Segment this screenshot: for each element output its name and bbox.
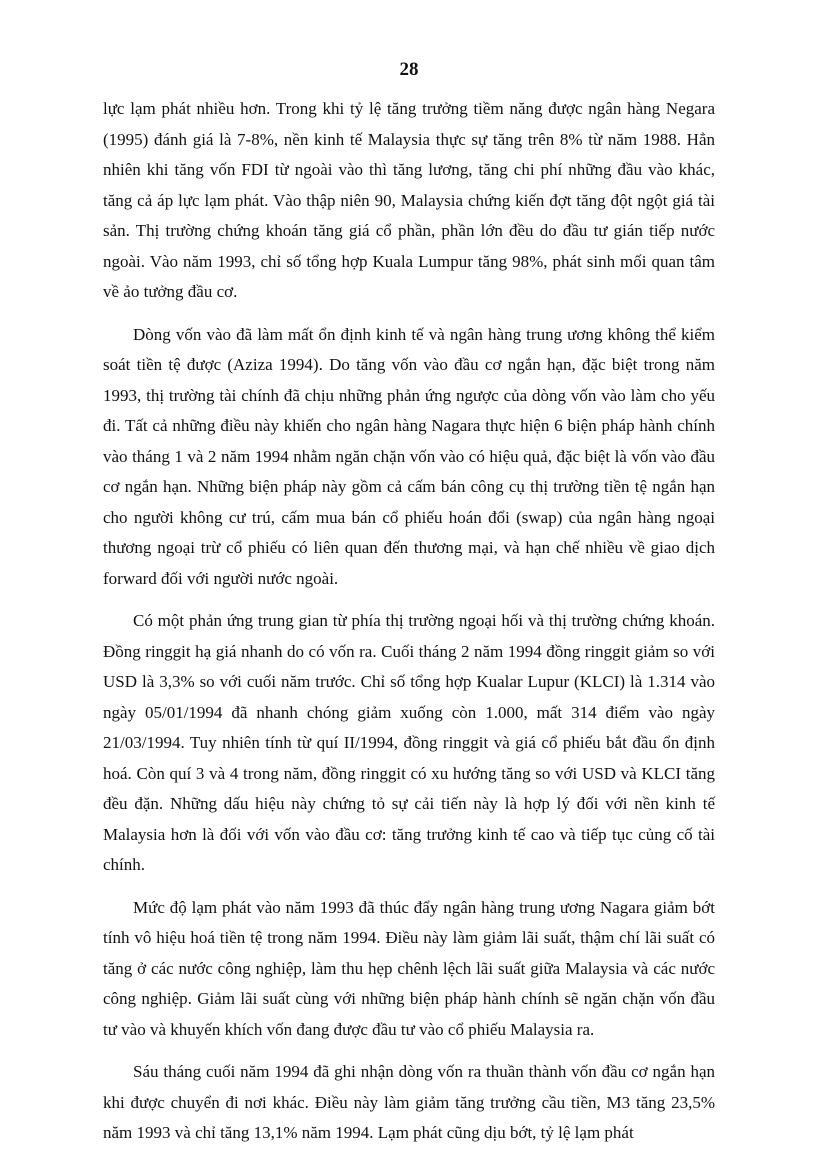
paragraph-4: Mức độ lạm phát vào năm 1993 đã thúc đẩy ngân hàng trung ương Nagara giảm bớt tính vô hiệu hoá tiền tệ trong năm 1994. Điều này làm giảm lãi suất, thậm chí lãi suất có tăng ở các nước công nghiệp, làm thu hẹp chênh lệch lãi suất giữa Malaysia và các nước công nghiệp. Giảm lãi suất cùng với những biện pháp hành chính sẽ ngăn chặn vốn đầu tư vào và khuyến khích vốn đang được đầu tư vào cổ phiếu Malaysia ra. [103, 897, 715, 1039]
page-number: 28 [399, 59, 419, 80]
paragraph-5: Sáu tháng cuối năm 1994 đã ghi nhận dòng vốn ra thuần thành vốn đầu cơ ngắn hạn khi được chuyển đi nơi khác. Điều này làm giảm tăng trưởng cầu tiền, M3 tăng 23,5% năm 1993 và chỉ tăng 13,1% năm 1994. Lạm phát cũng dịu bớt, tỷ lệ lạm phát [103, 1062, 715, 1142]
document-page [103, 58, 715, 1161]
paragraph-2: Dòng vốn vào đã làm mất ổn định kinh tế và ngân hàng trung ương không thể kiểm soát tiền tệ được (Aziza 1994). Do tăng vốn vào đầu cơ ngắn hạn, đặc biệt trong năm 1993, thị trường tài chính đã chịu những phản ứng ngược của dòng vốn vào làm cho yếu đi. Tất cả những điều này khiến cho ngân hàng Nagara thực hiện 6 biện pháp hành chính vào tháng 1 và 2 năm 1994 nhằm ngăn chặn vốn vào có hiệu quả, đặc biệt là vốn vào đầu cơ ngắn hạn. Những biện pháp này gồm cả cấm bán công cụ thị trường tiền tệ ngắn hạn cho người không cư trú, cấm mua bán cổ phiếu hoán đổi (swap) của ngân hàng ngoại thương ngoại trừ cổ phiếu có liên quan đến thương mại, và hạn chế nhiều về giao dịch forward đối với người nước ngoài. [103, 324, 715, 588]
paragraph-3: Có một phản ứng trung gian từ phía thị trường ngoại hối và thị trường chứng khoán. Đồng ringgit hạ giá nhanh do có vốn ra. Cuối tháng 2 năm 1994 đồng ringgit giảm so với USD là 3,3% so với cuối năm trước. Chỉ số tổng hợp Kualar Lupur (KLCI) là 1.314 vào ngày 05/01/1994 đã nhanh chóng giảm xuống còn 1.000, mất 314 điểm vào ngày 21/03/1994. Tuy nhiên tính từ quí II/1994, đồng ringgit và giá cổ phiếu bắt đầu ổn định hoá. Còn quí 3 và 4 trong năm, đồng ringgit có xu hướng tăng so với USD và KLCI tăng đều đặn. Những dấu hiệu này chứng tỏ sự cải tiến này là hợp lý đối với nền kinh tế Malaysia hơn là đối với vốn vào đầu cơ: tăng trưởng kinh tế cao và tiếp tục củng cố tài chính. [103, 611, 715, 874]
paragraph-1: lực lạm phát nhiều hơn. Trong khi tỷ lệ tăng trưởng tiềm năng được ngân hàng Negara (1995) đánh giá là 7-8%, nền kinh tế Malaysia thực sự tăng trên 8% từ năm 1988. Hẳn nhiên khi tăng vốn FDI từ ngoài vào thì tăng lương, tăng chi phí những đầu vào khác, tăng cả áp lực lạm phát. Vào thập niên 90, Malaysia chứng kiến đợt tăng đột ngột giá tài sản. Thị trường chứng khoán tăng giá cổ phần, phần lớn đều do đầu tư gián tiếp nước ngoài. Vào năm 1993, chỉ số tổng hợp Kuala Lumpur tăng 98%, phát sinh mối quan tâm về ảo tưởng đầu cơ. [103, 99, 715, 301]
